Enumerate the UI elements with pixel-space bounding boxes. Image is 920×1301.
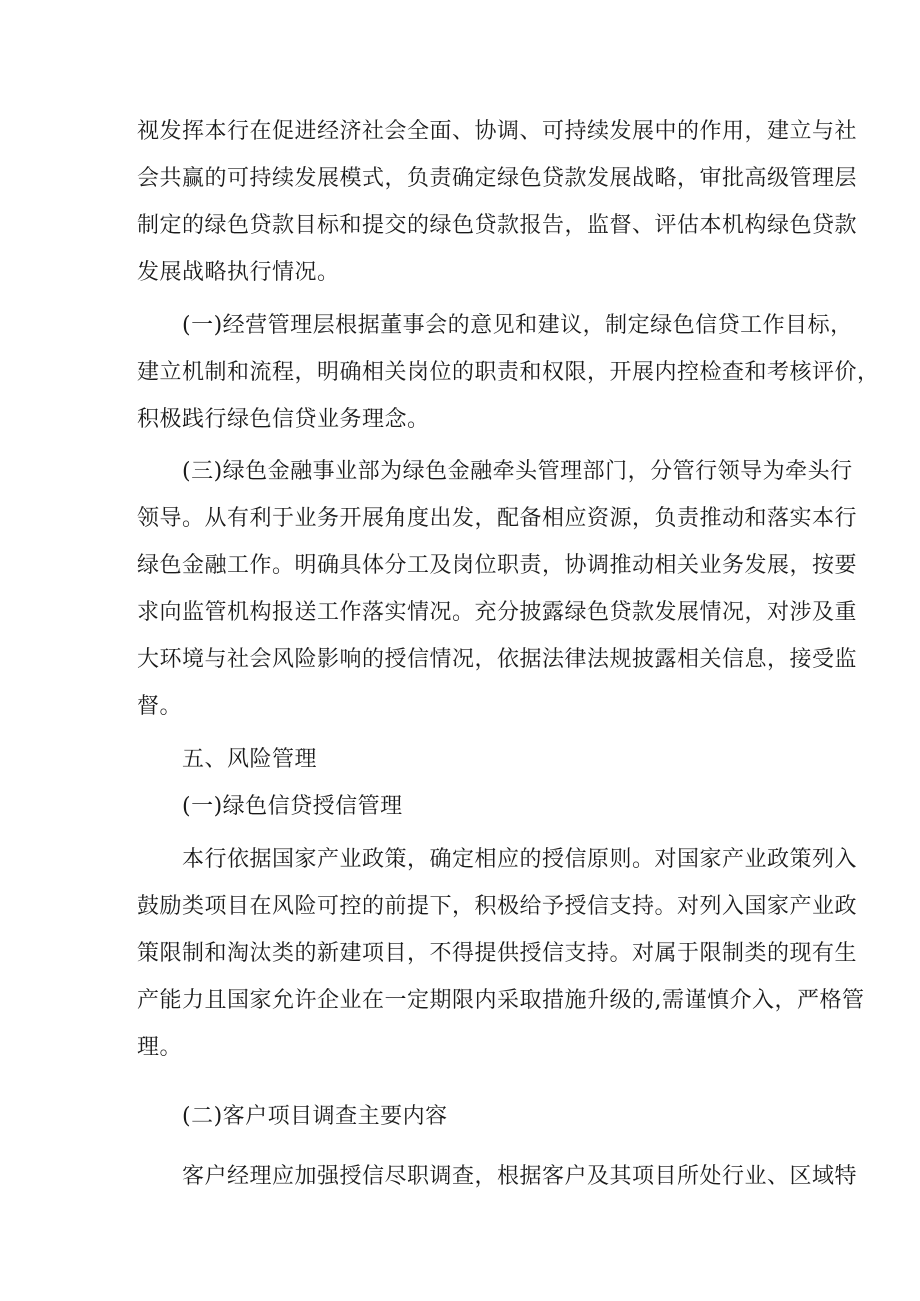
paragraph-line: 大环境与社会风险影响的授信情况，依据法律法规披露相关信息，接受监 [137,647,858,672]
section-heading: 五、风险管理 [182,747,318,772]
paragraph-line: 求向监管机构报送工作落实情况。充分披露绿色贷款发展情况，对涉及重 [137,600,858,625]
paragraph-line: 领导。从有利于业务开展角度出发，配备相应资源，负责推动和落实本行 [137,506,858,531]
paragraph-line: 建立机制和流程，明确相关岗位的职责和权限，开展内控检查和考核评价， [137,360,880,385]
paragraph-line: 客户经理应加强授信尽职调查，根据客户及其项目所处行业、区域特 [182,1164,858,1189]
subsection-heading: (一)绿色信贷授信管理 [182,794,403,819]
paragraph-line: 督。 [137,694,183,719]
paragraph-line: 积极践行绿色信贷业务理念。 [137,407,430,432]
paragraph-line: 产能力且国家允许企业在一定期限内采取措施升级的,需谨慎介入，严格管 [137,988,865,1013]
paragraph-line: 发展战略执行情况。 [137,260,340,285]
subsection-heading: (二)客户项目调查主要内容 [182,1104,448,1129]
paragraph-line: (一)经营管理层根据董事会的意见和建议，制定绿色信贷工作目标， [182,313,853,338]
paragraph-line: 制定的绿色贷款目标和提交的绿色贷款报告，监督、评估本机构绿色贷款 [137,213,858,238]
paragraph-line: 策限制和淘汰类的新建项目，不得提供授信支持。对属于限制类的现有生 [137,941,858,966]
paragraph-line: 会共赢的可持续发展模式，负责确定绿色贷款发展战略，审批高级管理层 [137,166,858,191]
paragraph-line: 理。 [137,1035,183,1060]
paragraph-line: 视发挥本行在促进经济社会全面、协调、可持续发展中的作用，建立与社 [137,119,858,144]
paragraph-line: 绿色金融工作。明确具体分工及岗位职责，协调推动相关业务发展，按要 [137,553,858,578]
paragraph-line: 鼓励类项目在风险可控的前提下，积极给予授信支持。对列入国家产业政 [137,894,858,919]
paragraph-line: (三)绿色金融事业部为绿色金融牵头管理部门，分管行领导为牵头行 [182,459,853,484]
paragraph-line: 本行依据国家产业政策，确定相应的授信原则。对国家产业政策列入 [182,847,858,872]
